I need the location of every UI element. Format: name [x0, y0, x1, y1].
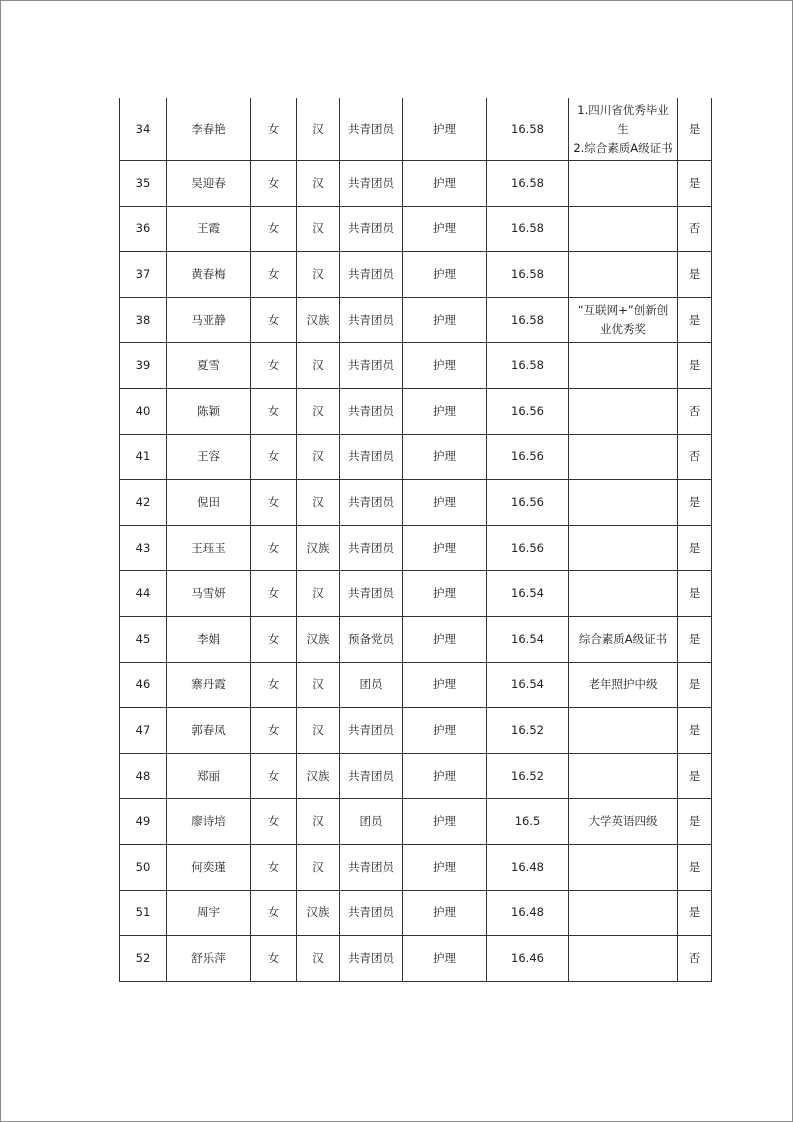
table-row: [120, 753, 712, 799]
political-status-cell: 共青团员: [340, 388, 403, 434]
political-status-cell: 共青团员: [340, 525, 403, 571]
student-name-cell: 马亚静: [167, 297, 251, 343]
political-status-cell: 共青团员: [340, 297, 403, 343]
gender-cell: 女: [251, 571, 297, 617]
student-name-cell: 寨丹霞: [167, 662, 251, 708]
row-number-cell: 39: [120, 343, 167, 389]
result-cell: 否: [678, 206, 712, 252]
row-number-cell: 37: [120, 252, 167, 298]
award-line: 业优秀奖: [600, 322, 646, 337]
gender-cell: 女: [251, 799, 297, 845]
political-status-cell: 共青团员: [340, 708, 403, 754]
ethnicity-cell: 汉: [297, 98, 340, 161]
student-name-cell: 何奕瑾: [167, 844, 251, 890]
table-row: [120, 890, 712, 936]
major-cell: 护理: [403, 206, 487, 252]
student-name-cell: 倪田: [167, 480, 251, 526]
ethnicity-cell: 汉: [297, 571, 340, 617]
student-name-cell: 夏雪: [167, 343, 251, 389]
result-cell: 是: [678, 708, 712, 754]
awards-cell: [569, 98, 678, 161]
major-cell: 护理: [403, 753, 487, 799]
political-status-cell: 团员: [340, 662, 403, 708]
gender-cell: 女: [251, 844, 297, 890]
awards-cell: [569, 525, 678, 571]
score-cell: 16.52: [487, 708, 569, 754]
political-status-cell: 共青团员: [340, 98, 403, 161]
major-cell: 护理: [403, 844, 487, 890]
result-cell: 否: [678, 936, 712, 982]
student-roster-table: [119, 98, 712, 982]
ethnicity-cell: 汉: [297, 252, 340, 298]
table-row: [120, 252, 712, 298]
result-cell: 是: [678, 98, 712, 161]
awards-cell: [569, 662, 678, 708]
student-name-cell: 吴迎春: [167, 161, 251, 207]
student-name-cell: 陈颖: [167, 388, 251, 434]
table-row: [120, 161, 712, 207]
gender-cell: 女: [251, 161, 297, 207]
score-cell: 16.52: [487, 753, 569, 799]
table-row: [120, 525, 712, 571]
gender-cell: 女: [251, 662, 297, 708]
result-cell: 是: [678, 252, 712, 298]
result-cell: 是: [678, 890, 712, 936]
score-cell: 16.54: [487, 616, 569, 662]
result-cell: 否: [678, 388, 712, 434]
award-line: 2.综合素质A级证书: [573, 140, 673, 155]
ethnicity-cell: 汉: [297, 343, 340, 389]
student-name-cell: 周宇: [167, 890, 251, 936]
result-cell: 是: [678, 297, 712, 343]
result-cell: 是: [678, 571, 712, 617]
score-cell: 16.58: [487, 161, 569, 207]
row-number-cell: 51: [120, 890, 167, 936]
row-number-cell: 35: [120, 161, 167, 207]
ethnicity-cell: 汉族: [297, 890, 340, 936]
score-cell: 16.54: [487, 571, 569, 617]
student-name-cell: 王珏玉: [167, 525, 251, 571]
result-cell: 是: [678, 161, 712, 207]
gender-cell: 女: [251, 98, 297, 161]
major-cell: 护理: [403, 890, 487, 936]
student-name-cell: 李春艳: [167, 98, 251, 161]
table-row: [120, 388, 712, 434]
ethnicity-cell: 汉族: [297, 753, 340, 799]
score-cell: 16.58: [487, 252, 569, 298]
political-status-cell: 共青团员: [340, 844, 403, 890]
political-status-cell: 预备党员: [340, 616, 403, 662]
political-status-cell: 共青团员: [340, 480, 403, 526]
score-cell: 16.58: [487, 98, 569, 161]
major-cell: 护理: [403, 252, 487, 298]
award-line: 大学英语四级: [588, 814, 658, 829]
ethnicity-cell: 汉: [297, 799, 340, 845]
awards-cell: [569, 616, 678, 662]
result-cell: 是: [678, 616, 712, 662]
table-row: [120, 480, 712, 526]
political-status-cell: 共青团员: [340, 890, 403, 936]
ethnicity-cell: 汉: [297, 206, 340, 252]
student-name-cell: 马雪妍: [167, 571, 251, 617]
awards-cell: [569, 708, 678, 754]
score-cell: 16.48: [487, 890, 569, 936]
student-name-cell: 舒乐萍: [167, 936, 251, 982]
student-name-cell: 郑丽: [167, 753, 251, 799]
score-cell: 16.5: [487, 799, 569, 845]
table-row: [120, 434, 712, 480]
awards-cell: [569, 844, 678, 890]
awards-cell: [569, 297, 678, 343]
major-cell: 护理: [403, 799, 487, 845]
gender-cell: 女: [251, 708, 297, 754]
political-status-cell: 共青团员: [340, 343, 403, 389]
student-name-cell: 黄春梅: [167, 252, 251, 298]
result-cell: 否: [678, 434, 712, 480]
gender-cell: 女: [251, 616, 297, 662]
gender-cell: 女: [251, 297, 297, 343]
political-status-cell: 共青团员: [340, 753, 403, 799]
major-cell: 护理: [403, 571, 487, 617]
row-number-cell: 47: [120, 708, 167, 754]
student-name-cell: 郭春凤: [167, 708, 251, 754]
table-row: [120, 343, 712, 389]
major-cell: 护理: [403, 616, 487, 662]
row-number-cell: 50: [120, 844, 167, 890]
major-cell: 护理: [403, 161, 487, 207]
gender-cell: 女: [251, 890, 297, 936]
row-number-cell: 48: [120, 753, 167, 799]
award-line: 老年照护中级: [588, 677, 658, 692]
gender-cell: 女: [251, 434, 297, 480]
table-row: [120, 616, 712, 662]
result-cell: 是: [678, 662, 712, 708]
row-number-cell: 44: [120, 571, 167, 617]
score-cell: 16.56: [487, 525, 569, 571]
awards-cell: [569, 799, 678, 845]
result-cell: 是: [678, 799, 712, 845]
gender-cell: 女: [251, 753, 297, 799]
awards-cell: [569, 343, 678, 389]
awards-cell: [569, 252, 678, 298]
major-cell: 护理: [403, 343, 487, 389]
political-status-cell: 共青团员: [340, 936, 403, 982]
row-number-cell: 52: [120, 936, 167, 982]
gender-cell: 女: [251, 480, 297, 526]
score-cell: 16.54: [487, 662, 569, 708]
student-name-cell: 廖诗培: [167, 799, 251, 845]
student-name-cell: 王霞: [167, 206, 251, 252]
awards-cell: [569, 388, 678, 434]
student-name-cell: 李娟: [167, 616, 251, 662]
table-row: [120, 708, 712, 754]
score-cell: 16.56: [487, 434, 569, 480]
row-number-cell: 41: [120, 434, 167, 480]
student-name-cell: 王容: [167, 434, 251, 480]
row-number-cell: 46: [120, 662, 167, 708]
result-cell: 是: [678, 343, 712, 389]
gender-cell: 女: [251, 936, 297, 982]
major-cell: 护理: [403, 936, 487, 982]
gender-cell: 女: [251, 206, 297, 252]
table-row: [120, 98, 712, 161]
score-cell: 16.56: [487, 388, 569, 434]
score-cell: 16.56: [487, 480, 569, 526]
table-row: [120, 844, 712, 890]
ethnicity-cell: 汉族: [297, 616, 340, 662]
political-status-cell: 共青团员: [340, 571, 403, 617]
awards-cell: [569, 571, 678, 617]
ethnicity-cell: 汉: [297, 480, 340, 526]
table-row: [120, 936, 712, 982]
awards-cell: [569, 936, 678, 982]
ethnicity-cell: 汉: [297, 161, 340, 207]
table-row: [120, 662, 712, 708]
awards-cell: [569, 206, 678, 252]
row-number-cell: 38: [120, 297, 167, 343]
table-row: [120, 297, 712, 343]
table-row: [120, 799, 712, 845]
award-line: “互联网+”创新创: [577, 303, 669, 318]
major-cell: 护理: [403, 708, 487, 754]
awards-cell: [569, 434, 678, 480]
major-cell: 护理: [403, 297, 487, 343]
row-number-cell: 34: [120, 98, 167, 161]
major-cell: 护理: [403, 98, 487, 161]
roster-body: [120, 98, 712, 981]
awards-cell: [569, 753, 678, 799]
ethnicity-cell: 汉: [297, 434, 340, 480]
political-status-cell: 团员: [340, 799, 403, 845]
major-cell: 护理: [403, 388, 487, 434]
gender-cell: 女: [251, 252, 297, 298]
result-cell: 是: [678, 844, 712, 890]
table-row: [120, 571, 712, 617]
gender-cell: 女: [251, 343, 297, 389]
political-status-cell: 共青团员: [340, 206, 403, 252]
table-row: [120, 206, 712, 252]
ethnicity-cell: 汉族: [297, 297, 340, 343]
awards-cell: [569, 480, 678, 526]
awards-cell: [569, 890, 678, 936]
major-cell: 护理: [403, 434, 487, 480]
score-cell: 16.46: [487, 936, 569, 982]
result-cell: 是: [678, 753, 712, 799]
result-cell: 是: [678, 525, 712, 571]
result-cell: 是: [678, 480, 712, 526]
score-cell: 16.58: [487, 206, 569, 252]
ethnicity-cell: 汉: [297, 388, 340, 434]
major-cell: 护理: [403, 525, 487, 571]
row-number-cell: 36: [120, 206, 167, 252]
score-cell: 16.48: [487, 844, 569, 890]
gender-cell: 女: [251, 525, 297, 571]
row-number-cell: 40: [120, 388, 167, 434]
political-status-cell: 共青团员: [340, 434, 403, 480]
row-number-cell: 43: [120, 525, 167, 571]
political-status-cell: 共青团员: [340, 252, 403, 298]
gender-cell: 女: [251, 388, 297, 434]
major-cell: 护理: [403, 662, 487, 708]
ethnicity-cell: 汉: [297, 662, 340, 708]
ethnicity-cell: 汉: [297, 708, 340, 754]
row-number-cell: 42: [120, 480, 167, 526]
score-cell: 16.58: [487, 343, 569, 389]
major-cell: 护理: [403, 480, 487, 526]
award-line: 生: [617, 121, 629, 136]
row-number-cell: 45: [120, 616, 167, 662]
row-number-cell: 49: [120, 799, 167, 845]
award-line: 综合素质A级证书: [578, 631, 668, 646]
ethnicity-cell: 汉: [297, 844, 340, 890]
ethnicity-cell: 汉: [297, 936, 340, 982]
award-line: 1.四川省优秀毕业: [577, 102, 669, 117]
awards-cell: [569, 161, 678, 207]
political-status-cell: 共青团员: [340, 161, 403, 207]
ethnicity-cell: 汉族: [297, 525, 340, 571]
score-cell: 16.58: [487, 297, 569, 343]
